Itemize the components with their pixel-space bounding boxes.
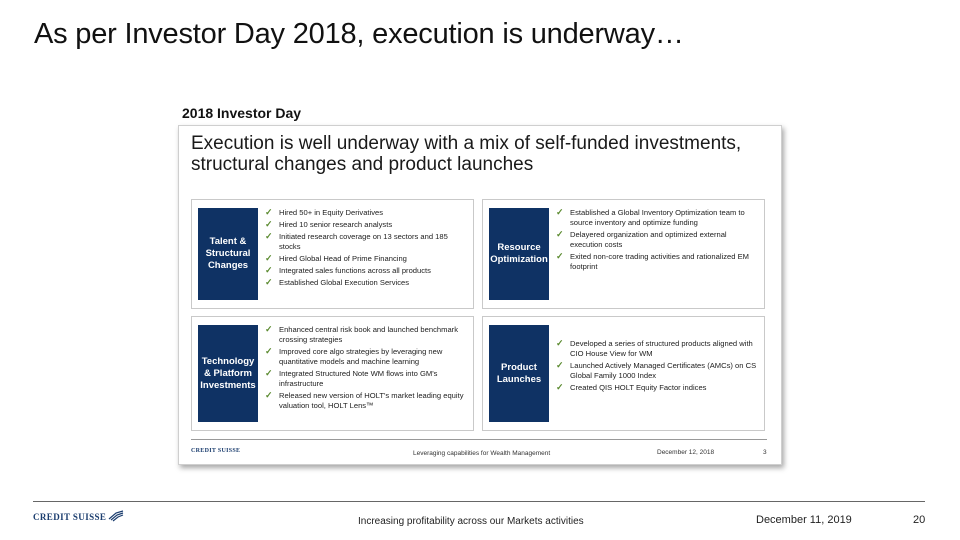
list-item: ✓ Integrated sales functions across all products [265, 265, 431, 275]
inset-logo: CREDIT SUISSE [191, 448, 241, 454]
footer-text: Increasing profitability across our Markets activities [358, 516, 584, 527]
inset-heading: Execution is well underway with a mix of self-funded investments, structural changes and product launches [191, 133, 742, 175]
check-icon: ✓ [265, 346, 273, 356]
box-label: Talent & Structural Changes [198, 208, 258, 300]
check-icon: ✓ [556, 251, 564, 261]
check-icon: ✓ [556, 360, 564, 370]
list-item: ✓ Created QIS HOLT Equity Factor indices [556, 382, 707, 392]
inset-label: 2018 Investor Day [182, 105, 302, 121]
footer-divider [33, 501, 925, 502]
list-item: ✓ Enhanced central risk book and launched benchmark crossing strategies [265, 324, 458, 344]
logo-text: CREDIT SUISSE [33, 512, 107, 522]
inset-footer-text: Leveraging capabilities for Wealth Management [413, 450, 551, 457]
investor-day-slide-image [178, 125, 782, 465]
check-icon: ✓ [556, 338, 564, 348]
list-item: ✓ Integrated Structured Note WM flows into GM's infrastructure [265, 368, 438, 388]
check-icon: ✓ [265, 207, 273, 217]
list-item: ✓ Delayered organization and optimized external execution costs [556, 229, 727, 249]
resource-box [482, 199, 765, 309]
list-item: ✓ Hired Global Head of Prime Financing [265, 253, 407, 263]
check-icon: ✓ [265, 219, 273, 229]
inset-page-number: 3 [763, 449, 767, 456]
check-icon: ✓ [265, 324, 273, 334]
slide-title: As per Investor Day 2018, execution is underway… [34, 18, 684, 50]
list-item: ✓ Released new version of HOLT's market leading equity valuation tool, HOLT Lens™ [265, 390, 464, 410]
sail-icon [108, 510, 124, 524]
list-item: ✓ Launched Actively Managed Certificates (AMCs) on CS Global Family 1000 Index [556, 360, 757, 380]
product-box [482, 316, 765, 431]
list-item: ✓ Established Global Execution Services [265, 277, 410, 287]
check-icon: ✓ [556, 207, 564, 217]
check-icon: ✓ [265, 368, 273, 378]
list-item: ✓ Hired 10 senior research analysts [265, 219, 393, 229]
box-label: Product Launches [489, 325, 549, 422]
inset-footer-date: December 12, 2018 [657, 449, 715, 456]
footer-date: December 11, 2019 [756, 514, 852, 526]
list-item: ✓ Improved core algo strategies by leveraging new quantitative models and machine learning [265, 346, 443, 366]
page-number: 20 [913, 514, 926, 526]
box-label: Technology & Platform Investments [198, 325, 258, 422]
list-item: ✓ Established a Global Inventory Optimization team to source inventory and optimize funding [556, 207, 745, 227]
list-item: ✓ Hired 50+ in Equity Derivatives [265, 207, 384, 217]
technology-box [191, 316, 474, 431]
bullet-list [555, 208, 758, 274]
check-icon: ✓ [265, 253, 273, 263]
check-icon: ✓ [265, 231, 273, 241]
bullet-list [264, 208, 467, 290]
check-icon: ✓ [556, 229, 564, 239]
inset-divider [191, 439, 767, 440]
check-icon: ✓ [556, 382, 564, 392]
bullet-list [264, 325, 467, 413]
box-label: Resource Optimization [489, 208, 549, 300]
check-icon: ✓ [265, 277, 273, 287]
check-icon: ✓ [265, 390, 273, 400]
list-item: ✓ Developed a series of structured products aligned with CIO House View for WM [556, 338, 753, 358]
check-icon: ✓ [265, 265, 273, 275]
credit-suisse-logo [33, 509, 124, 525]
list-item: ✓ Exited non-core trading activities and rationalized EM footprint [556, 251, 749, 271]
bullet-list [555, 339, 758, 395]
talent-box [191, 199, 474, 309]
list-item: ✓ Initiated research coverage on 13 sectors and 185 stocks [265, 231, 448, 251]
